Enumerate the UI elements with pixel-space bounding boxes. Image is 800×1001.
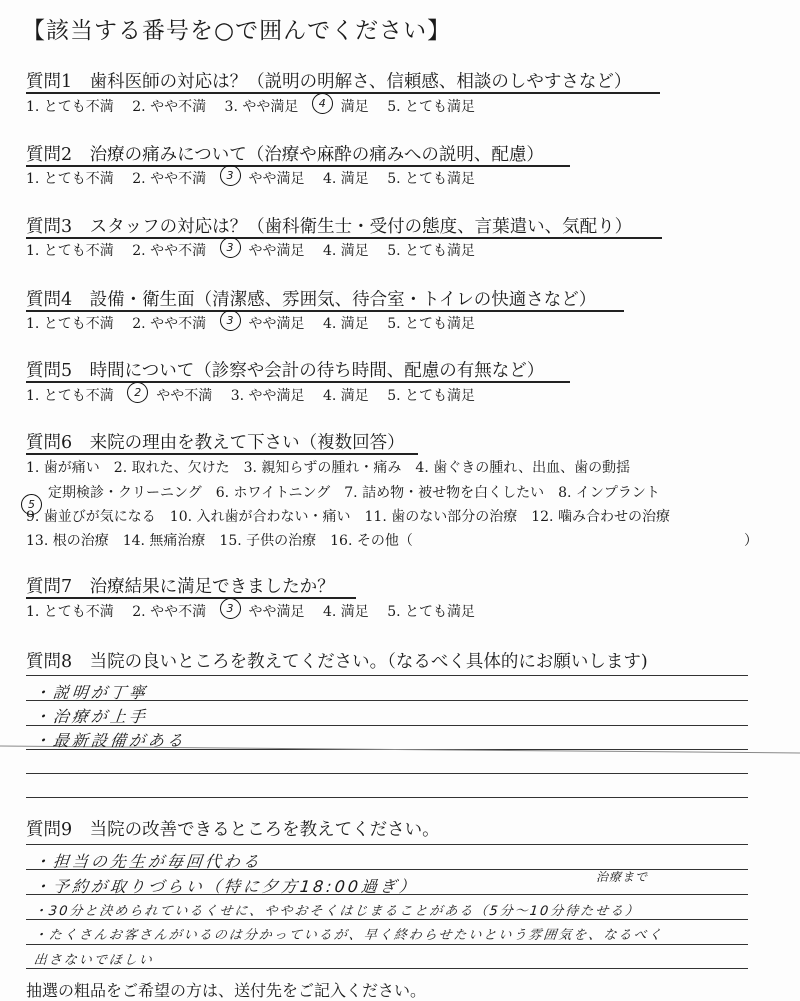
question-1-underline: [26, 92, 660, 94]
question-6-underline: [26, 453, 418, 455]
q9-answer-5: 出さないでほしい: [33, 953, 155, 968]
question-7-options: [26, 601, 489, 621]
question-3-underline: [26, 237, 662, 239]
answer-line: [26, 844, 748, 845]
q8-answer-2: ・治療が上手: [32, 707, 149, 726]
q7-option-3-selected[interactable]: 3 やや満足: [225, 601, 305, 621]
q6-options-row-3[interactable]: 9. 歯並びが気になる 10. 入れ歯が合わない・痛い 11. 歯のない部分の治療 12. 噛み合わせの治療: [26, 509, 670, 525]
q8-answer-3: ・最新設備がある: [32, 731, 187, 750]
selection-circle: 2: [127, 382, 148, 403]
selection-circle: 5: [21, 494, 42, 515]
question-7-underline: [26, 597, 356, 599]
answer-line: [26, 797, 748, 798]
answer-line: [26, 773, 748, 774]
q4-option-4[interactable]: 4. 満足: [322, 316, 369, 332]
q4-option-2[interactable]: 2. やや不満: [132, 316, 207, 332]
selection-circle: 3: [220, 237, 241, 258]
question-2-underline: [26, 165, 570, 167]
q6-options-row-2[interactable]: [26, 482, 660, 511]
q2-option-1[interactable]: 1. とても不満: [26, 171, 114, 187]
q4-option-3-selected[interactable]: 3 やや満足: [225, 313, 305, 333]
q3-option-4[interactable]: 4. 満足: [322, 243, 369, 259]
q6-row-4-text: 13. 根の治療 14. 無痛治療 15. 子供の治療 16. その他（: [26, 533, 413, 549]
q7-option-1[interactable]: 1. とても不満: [26, 604, 114, 620]
q3-option-3-selected[interactable]: 3 やや満足: [225, 240, 305, 260]
q9-answer-4: ・たくさんお客さんがいるのは分かっているが、早く終わらせたいという雰囲気を、なるべく: [33, 928, 665, 943]
q1-option-3[interactable]: 3. やや満足: [224, 99, 299, 115]
answer-line: [26, 675, 748, 676]
page-header: 【該当する番号を○で囲んでください】: [22, 18, 452, 44]
question-6-title: 質問6 来院の理由を教えて下さい（複数回答）: [26, 433, 405, 453]
q7-option-2[interactable]: 2. やや不満: [132, 604, 207, 620]
question-1-options: [26, 96, 489, 116]
q2-option-3-selected[interactable]: 3 やや満足: [225, 168, 305, 188]
answer-line: [26, 968, 748, 969]
selection-circle: 3: [220, 310, 241, 331]
q4-option-1[interactable]: 1. とても不満: [26, 316, 114, 332]
q1-option-1[interactable]: 1. とても不満: [26, 99, 114, 115]
question-5-underline: [26, 381, 570, 383]
q5-option-5[interactable]: 5. とても満足: [387, 388, 476, 404]
q3-option-2[interactable]: 2. やや不満: [132, 243, 207, 259]
q8-answer-1: ・説明が丁寧: [32, 683, 149, 702]
q5-option-3[interactable]: 3. やや満足: [230, 388, 305, 404]
q1-option-5[interactable]: 5. とても満足: [387, 99, 476, 115]
q1-option-4-selected[interactable]: 4 満足: [317, 96, 369, 116]
question-3-title: 質問3 スタッフの対応は？（歯科衛生士・受付の態度、言葉遣い、気配り）: [26, 217, 633, 237]
question-5-options: [26, 385, 489, 405]
q9-insert-note: 治療まで: [596, 870, 649, 884]
q9-answer-3: ・30分と決められているくせに、ややおそくはじまることがある（5分〜10分待たせる）: [33, 904, 641, 919]
question-1-title: 質問1 歯科医師の対応は？（説明の明解さ、信頼感、相談のしやすさなど）: [26, 72, 632, 92]
q3-option-5[interactable]: 5. とても満足: [387, 243, 476, 259]
q5-option-1[interactable]: 1. とても不満: [26, 388, 114, 404]
q2-option-4[interactable]: 4. 満足: [322, 171, 369, 187]
q6-other-close-paren: ）: [744, 533, 758, 549]
q3-option-1[interactable]: 1. とても不満: [26, 243, 114, 259]
q4-option-5[interactable]: 5. とても満足: [387, 316, 476, 332]
q5-option-4[interactable]: 4. 満足: [322, 388, 369, 404]
q9-answer-2: ・予約が取りづらい（特に夕方18:00過ぎ）: [32, 877, 420, 896]
selection-circle: 3: [220, 165, 241, 186]
answer-line: [26, 944, 748, 945]
q6-row-2-text: 定期検診・クリーニング 6. ホワイトニング 7. 詰め物・被せ物を白くしたい 8. インプラント: [48, 485, 660, 501]
footer-instruction: 抽選の粗品をご希望の方は、送付先をご記入ください。: [26, 981, 427, 1000]
q7-option-4[interactable]: 4. 満足: [322, 604, 369, 620]
question-5-title: 質問5 時間について（診察や会計の待ち時間、配慮の有無など）: [26, 361, 545, 381]
question-2-title: 質問2 治療の痛みについて（治療や麻酔の痛みへの説明、配慮）: [26, 145, 544, 165]
q1-option-2[interactable]: 2. やや不満: [132, 99, 207, 115]
question-9-title: 質問9 当院の改善できるところを教えてください。: [26, 820, 440, 840]
q6-options-row-1[interactable]: 1. 歯が痛い 2. 取れた、欠けた 3. 親知らずの腫れ・痛み 4. 歯ぐきの腫れ、出血、歯の動揺: [26, 460, 631, 476]
question-8-title: 質問8 当院の良いところを教えてください。（なるべく具体的にお願いします): [26, 652, 648, 672]
selection-circle: 3: [220, 598, 241, 619]
q9-answer-1: ・担当の先生が毎回代わる: [32, 852, 263, 871]
question-2-options: [26, 168, 489, 188]
q2-option-2[interactable]: 2. やや不満: [132, 171, 207, 187]
question-7-title: 質問7 治療結果に満足できましたか？: [26, 577, 335, 597]
question-4-title: 質問4 設備・衛生面（清潔感、雰囲気、待合室・トイレの快適さなど）: [26, 290, 597, 310]
question-4-underline: [26, 310, 624, 312]
question-3-options: [26, 240, 489, 260]
q5-option-2-selected[interactable]: 2 やや不満: [132, 385, 212, 405]
q6-options-row-4[interactable]: [26, 530, 766, 550]
question-4-options: [26, 313, 489, 333]
q7-option-5[interactable]: 5. とても満足: [387, 604, 476, 620]
answer-line: [26, 919, 748, 920]
q2-option-5[interactable]: 5. とても満足: [387, 171, 476, 187]
selection-circle: 4: [312, 93, 333, 114]
